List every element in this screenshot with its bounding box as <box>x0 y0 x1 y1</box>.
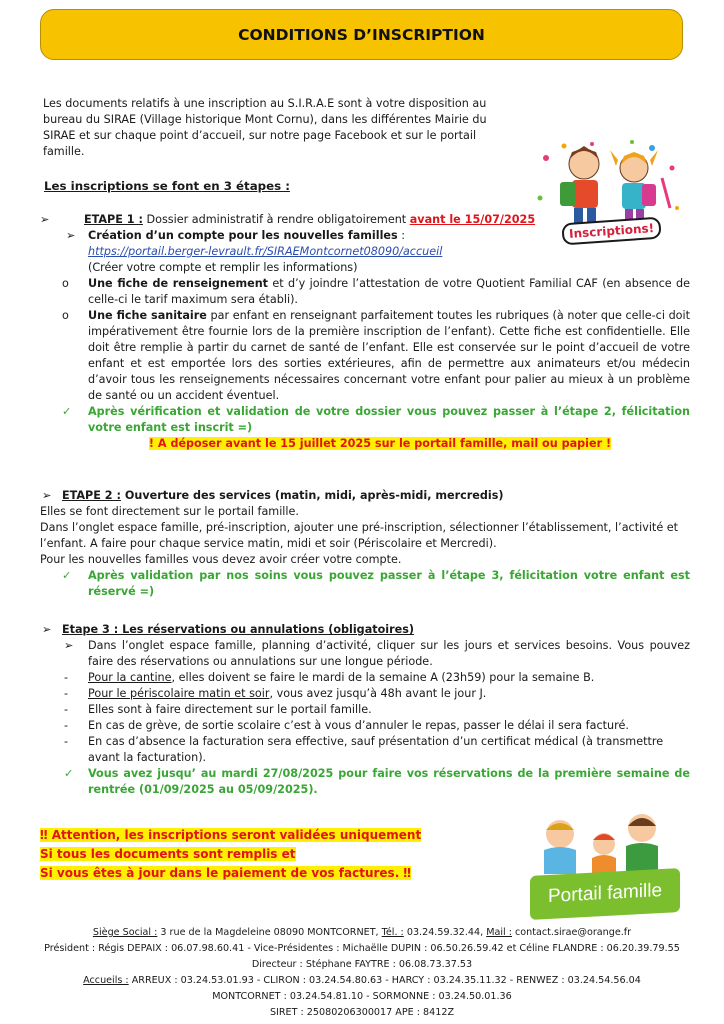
accueils-text: ARREUX : 03.24.53.01.93 - CLIRON : 03.24.54.80.63 - HARCY : 03.24.35.11.32 - RENWEZ : 03.24.54.56.04 <box>128 975 641 986</box>
etape3-arrow-text: Dans l’onglet espace famille, planning d’activité, cliquer sur les jours et services besoins. Vous pouvez faire des réservations ou annulations sur une longue période. <box>88 639 690 668</box>
footer-siret: SIRET : 25080206300017 APE : 8412Z <box>269 1007 455 1018</box>
fiche-text: et d’y joindre l’attestation de votre Quotient Familial CAF (en absence de celle-ci le tarif maximum sera établi). <box>88 277 690 306</box>
footer-directeur: Directeur : Stéphane FAYTRE : 06.08.73.37.53 <box>251 959 473 970</box>
dash-bullet: - <box>64 687 69 700</box>
etape2-label: ETAPE 2 : <box>62 489 121 502</box>
arrow-bullet-icon: ➢ <box>40 213 50 226</box>
etape3-dash-4 <box>40 718 690 734</box>
etape2-line3: Pour les nouvelles familles vous devez avoir créer votre compte. <box>40 553 402 566</box>
circle-bullet-icon: o <box>62 309 69 322</box>
arrow-bullet-icon: ➢ <box>42 489 52 502</box>
etape1-label: ETAPE 1 : <box>84 213 143 226</box>
cantine-item <box>40 670 690 686</box>
attention-block <box>40 826 500 883</box>
steps-heading: Les inscriptions se font en 3 étapes : <box>44 179 290 193</box>
intro-paragraph: Les documents relatifs à une inscription au S.I.R.A.E sont à votre disposition au bureau du SIRAE (Village historique Mont Cornu), dans les différentes Mairie du SIRAE et sur chaque point d’accueil, sur notre page Facebook et sur le portail famille. <box>43 97 487 158</box>
siege-text: 3 rue de la Magdeleine 08090 MONTCORNET, <box>157 927 382 938</box>
etape3-check <box>40 766 690 798</box>
etape2-check <box>40 568 690 600</box>
sanitaire-label: Une fiche sanitaire <box>88 309 207 322</box>
cantine-label: Pour la cantine <box>88 671 172 684</box>
fiche-item <box>40 276 690 308</box>
etape3-dash-3 <box>40 702 690 718</box>
mail-label: Mail : <box>486 927 512 938</box>
etape1-check <box>40 404 690 436</box>
etape3-dash-5 <box>40 734 690 766</box>
arrow-bullet-icon: ➢ <box>66 229 76 242</box>
peri-label: Pour le périscolaire matin et soir <box>88 687 270 700</box>
etape3-d4-text: En cas de grève, de sortie scolaire c’est à vous d’annuler le repas, passer le délai il sera facturé. <box>88 719 629 732</box>
etape1-deadline: avant le 15/07/2025 <box>409 213 536 226</box>
etape3-section <box>40 622 690 798</box>
etape1-check-text: Après vérification et validation de votre dossier vous pouvez passer à l’étape 2, félicitation votre enfant est inscrit =) <box>88 405 690 434</box>
etape2-heading <box>40 488 690 504</box>
peri-item <box>40 686 690 702</box>
create-note: (Créer votre compte et remplir les informations) <box>88 261 358 274</box>
arrow-bullet-icon: ➢ <box>42 623 52 636</box>
title-banner <box>40 9 683 60</box>
etape2-line1: Elles se font directement sur le portail famille. <box>40 505 299 518</box>
etape2-heading-text: Ouverture des services (matin, midi, après-midi, mercredis) <box>120 489 504 502</box>
inscriptions-badge: Inscriptions! <box>561 217 661 246</box>
circle-bullet-icon: o <box>62 277 69 290</box>
checkmark-icon: ✓ <box>62 405 72 418</box>
checkmark-icon: ✓ <box>64 767 74 780</box>
checkmark-icon: ✓ <box>62 569 72 582</box>
etape2-check-text: Après validation par nos soins vous pouvez passer à l’étape 3, félicitation votre enfant est réservé =) <box>88 569 690 598</box>
accueils-label: Accueils : <box>83 975 129 986</box>
portail-famille-label: Portail famille <box>530 868 680 920</box>
sanitaire-text: par enfant en renseignant parfaitement toutes les rubriques (à noter que celle-ci doit impérativement être fournie lors de la première inscription de l’enfant). Cette fiche est confidentielle. Elle doit être remplie à partir du carnet de santé de l’enfant. Elle est conservée sur le point d’accueil de votre enfant et est emportée lors des sorties extérieures, afin de permettre aux animateurs et/ou médecin d’avoir tous les renseignements nécessaires concernant votre enfant pour palier au mieux à un problème de santé ou un accident éventuel. <box>88 309 691 402</box>
sanitaire-item <box>40 308 690 404</box>
etape2-line2: Dans l’onglet espace famille, pré-inscription, ajouter une pré-inscription, sélectionner l’établissement, l’activité et l’enfant. A faire pour chaque service matin, midi et soir (Périscolaire et Mercredi). <box>40 521 679 550</box>
mail-text: contact.sirae@orange.fr <box>511 927 632 938</box>
creation-label: Création d’un compte pour les nouvelles familles <box>88 229 398 242</box>
footer-accueils-2: MONTCORNET : 03.24.54.81.10 - SORMONNE : 03.24.50.01.36 <box>212 991 512 1002</box>
footer-accueils <box>0 973 724 989</box>
etape1-section <box>40 212 690 452</box>
attention-line3: Si vous êtes à jour dans le paiement de vos factures. ‼ <box>40 866 411 880</box>
creation-tail: : <box>397 229 405 242</box>
portail-famille-logo <box>530 808 680 916</box>
dash-bullet: - <box>64 671 69 684</box>
etape3-d3-text: Elles sont à faire directement sur le portail famille. <box>88 703 372 716</box>
attention-line1: ‼ Attention, les inscriptions seront validées uniquement <box>40 828 422 842</box>
portail-link[interactable]: https://portail.berger-levrault.fr/SIRAEMontcornet08090/accueil <box>88 245 443 258</box>
etape3-check-text: Vous avez jusqu’ au mardi 27/08/2025 pour faire vos réservations de la première semaine de rentrée (01/09/2025 au 05/09/2025). <box>88 767 690 796</box>
arrow-bullet-icon: ➢ <box>64 639 74 652</box>
etape3-d5-text: En cas d’absence la facturation sera effective, sauf présentation d’un certificat médical (à transmettre avant la facturation). <box>88 735 664 764</box>
tel-text: 03.24.59.32.44, <box>403 927 487 938</box>
etape3-heading-text: Etape 3 : Les réservations ou annulations (obligatoires) <box>62 623 414 636</box>
siege-label: Siège Social : <box>92 927 158 938</box>
dash-bullet: - <box>64 703 69 716</box>
dash-bullet: - <box>64 719 69 732</box>
warning-text: ! A déposer avant le 15 juillet 2025 sur le portail famille, mail ou papier ! <box>148 437 612 450</box>
page-title: CONDITIONS D’INSCRIPTION <box>238 25 485 44</box>
etape2-section <box>40 488 690 600</box>
etape3-arrow-item <box>40 638 690 670</box>
creation-item <box>40 228 690 276</box>
footer-president: Président : Régis DEPAIX : 06.07.98.60.41 - Vice-Présidentes : Michaëlle DUPIN : 06.50.26.59.42 et Céline FLANDRE : 06.20.39.79.55 <box>44 943 680 954</box>
fiche-label: Une fiche de renseignement <box>88 277 269 290</box>
attention-line2: Si tous les documents sont remplis et <box>40 847 296 861</box>
etape3-heading <box>40 622 690 638</box>
etape1-text: Dossier administratif à rendre obligatoirement <box>146 213 407 226</box>
etape1-heading <box>40 212 690 228</box>
cantine-text: , elles doivent se faire le mardi de la semaine A (23h59) pour la semaine B. <box>171 671 595 684</box>
footer-siege <box>0 925 724 941</box>
etape1-warning <box>40 436 690 452</box>
peri-text: , vous avez jusqu’à 48h avant le jour J. <box>269 687 487 700</box>
dash-bullet: - <box>64 735 69 748</box>
tel-label: Tél. : <box>381 927 404 938</box>
